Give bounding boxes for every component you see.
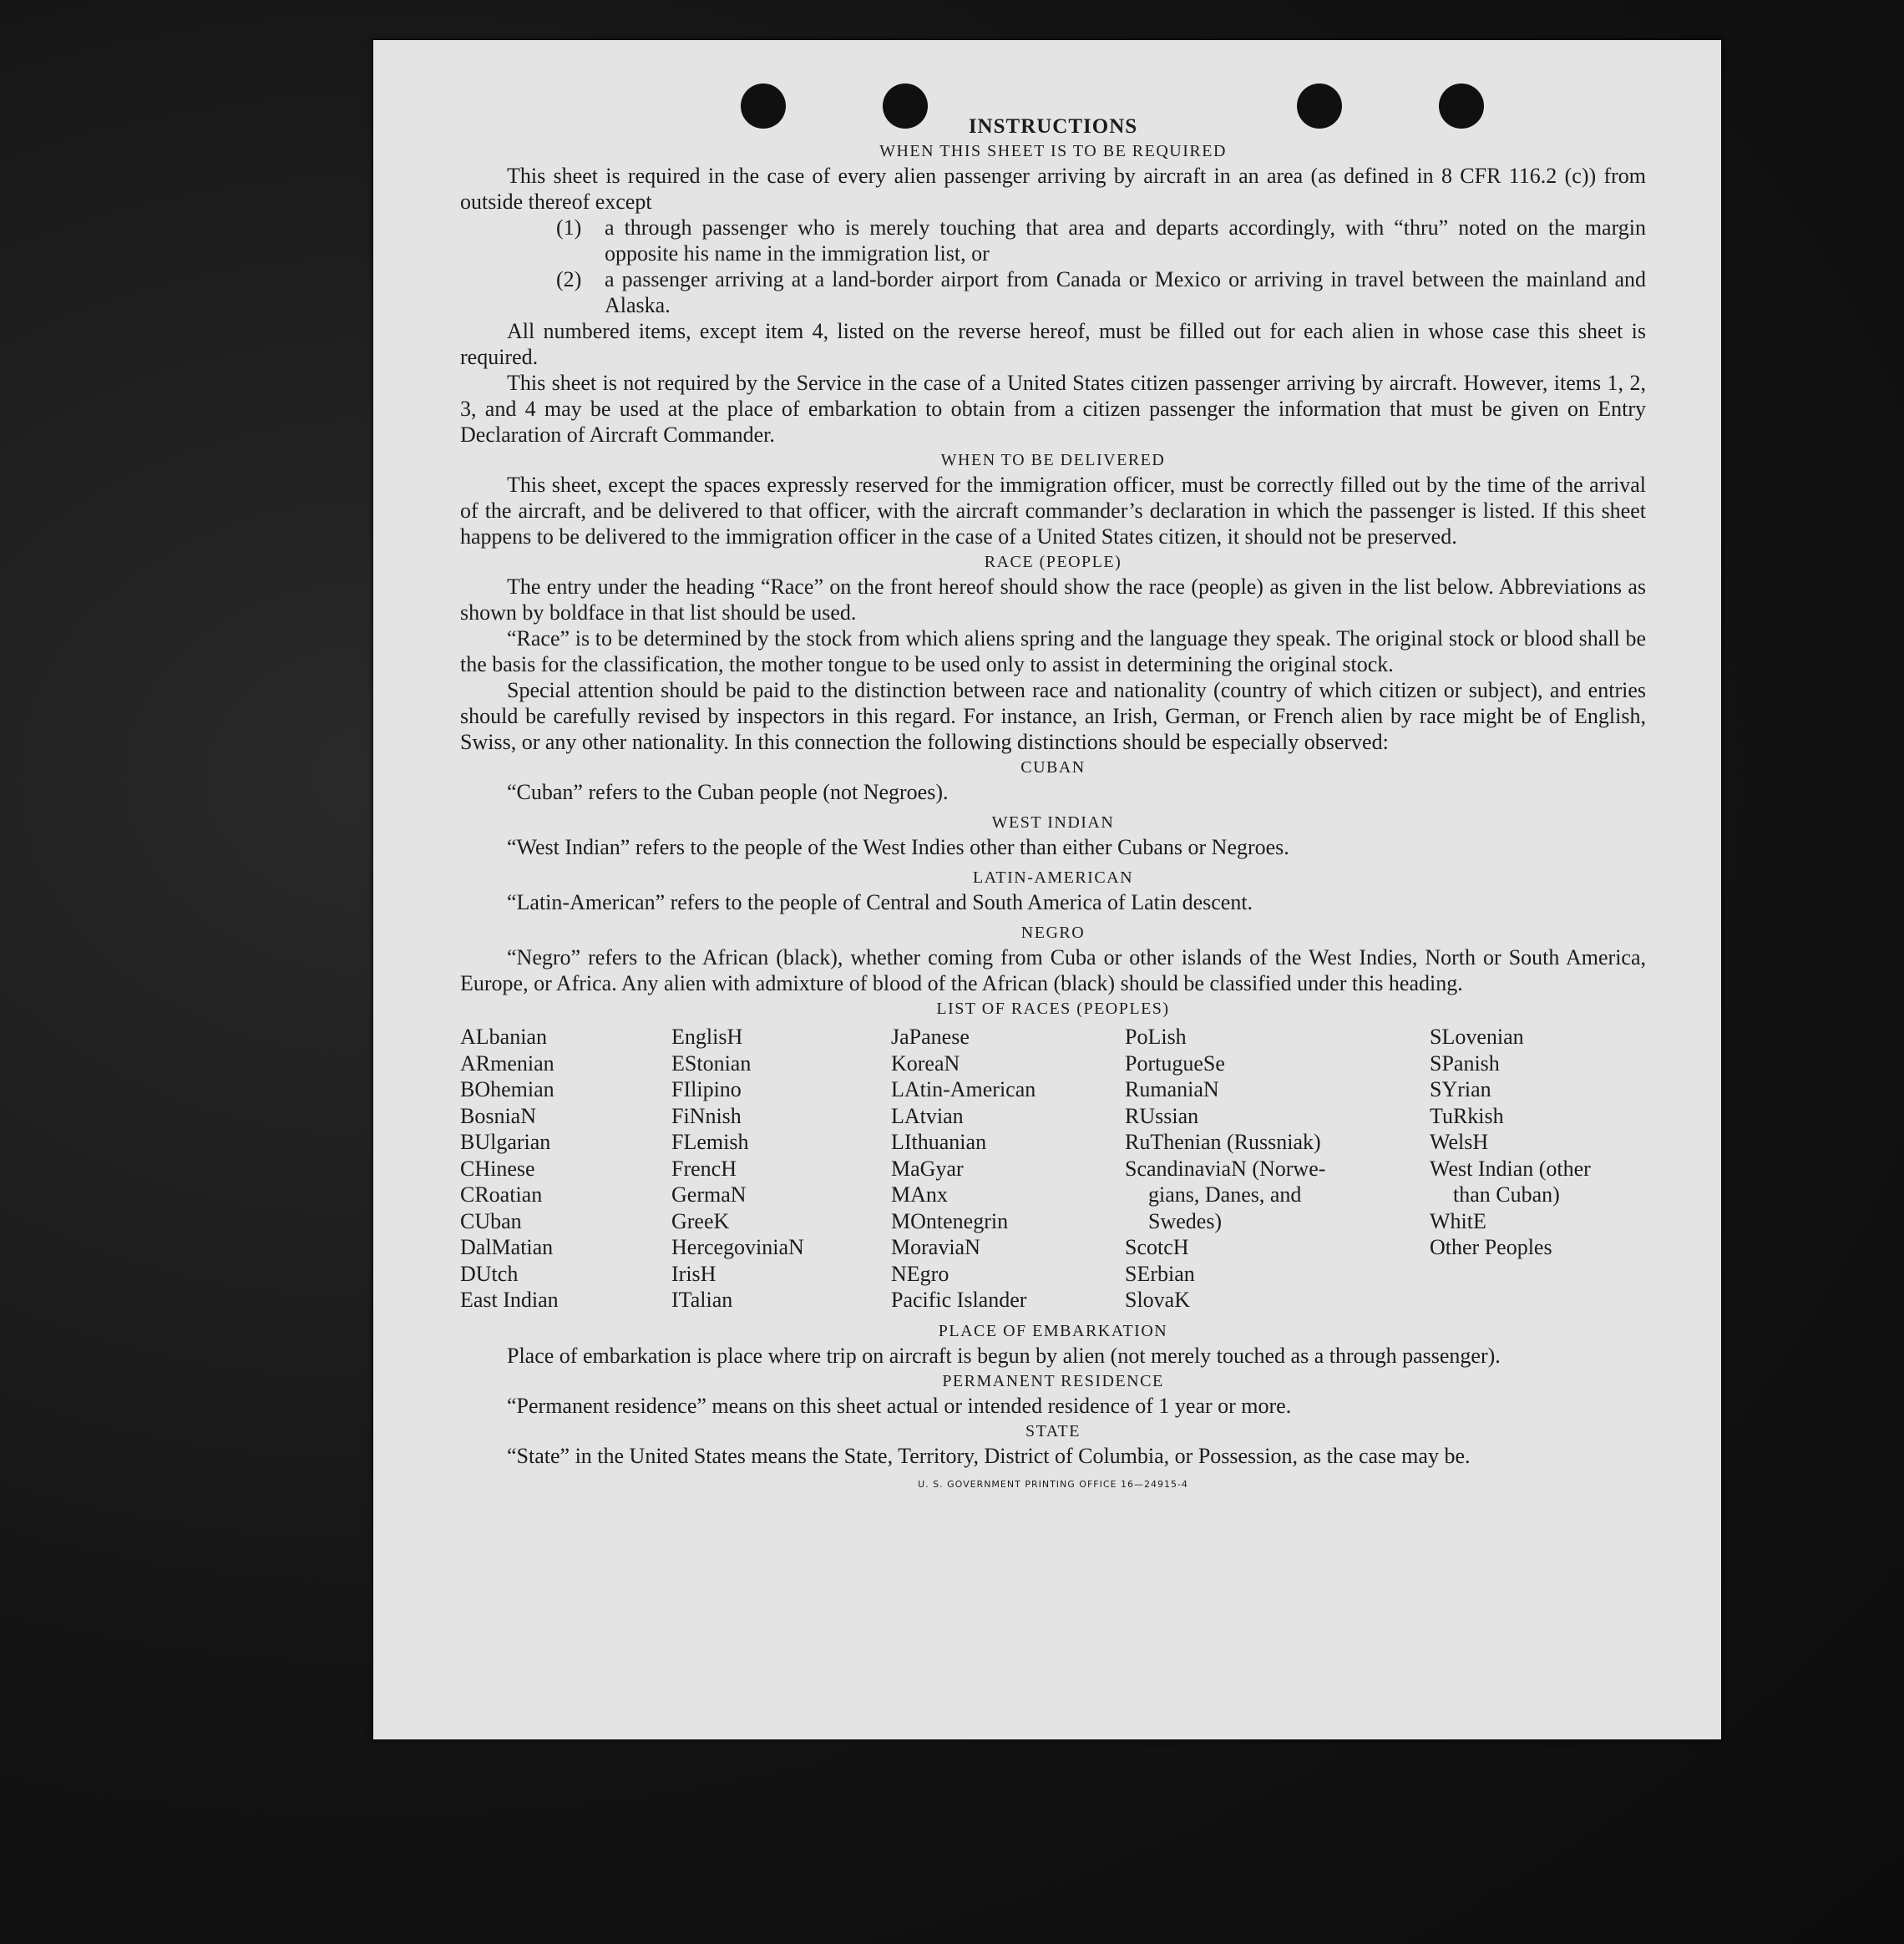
race-entry: ARmenian xyxy=(460,1050,554,1076)
race-entry: SErbian xyxy=(1125,1261,1195,1286)
paragraph-numbered-items: All numbered items, except item 4, listed on the reverse hereof, must be filled out for each alien in whose case this sheet is required. xyxy=(460,319,1646,369)
heading-list-of-races: LIST OF RACES (PEOPLES) xyxy=(936,1000,1170,1018)
race-entry: BosniaN xyxy=(460,1103,536,1128)
race-entry: Swedes) xyxy=(1148,1208,1223,1233)
race-entry: GreeK xyxy=(671,1208,730,1233)
race-entry: MOntenegrin xyxy=(891,1208,1009,1233)
race-entry: MoraviaN xyxy=(891,1235,980,1259)
printer-imprint: U. S. GOVERNMENT PRINTING OFFICE 16—24915-4 xyxy=(918,1478,1188,1490)
item-number: (1) xyxy=(556,215,582,240)
heading-latin-american: LATIN-AMERICAN xyxy=(972,868,1134,887)
heading-permanent-residence: PERMANENT RESIDENCE xyxy=(942,1371,1164,1390)
race-entry: FrencH xyxy=(671,1156,737,1181)
race-entry: CHinese xyxy=(460,1156,535,1181)
race-entry: EnglisH xyxy=(671,1025,743,1049)
races-table xyxy=(460,1024,1646,1314)
paragraph-negro: “Negro” refers to the African (black), whether coming from Cuba or other islands of the West Indies, North or South America, Europe, or Africa. Any alien with admixture of blood of the African (black) should be classified under this heading. xyxy=(460,945,1646,995)
race-entry: BUlgarian xyxy=(460,1130,551,1154)
paragraph-race-3: Special attention should be paid to the distinction between race and nationality (country of which citizen or subject), and entries should be carefully revised by inspectors in this regard. For instance, an Irish, German, or French alien by race might be of English, Swiss, or any other nationality. In this connection the following distinctions should be especially observed: xyxy=(460,678,1646,754)
heading-negro: NEGRO xyxy=(1020,924,1086,942)
race-entry: MaGyar xyxy=(891,1156,964,1181)
races-column-5 xyxy=(1430,1024,1646,1314)
race-entry: CUban xyxy=(460,1208,522,1233)
race-entry: IrisH xyxy=(671,1261,717,1286)
race-entry: FLemish xyxy=(671,1130,749,1154)
race-entry: MAnx xyxy=(891,1182,948,1207)
race-entry: FIlipino xyxy=(671,1077,742,1101)
race-entry: LIthuanian xyxy=(891,1130,987,1154)
race-entry: West Indian (other xyxy=(1430,1156,1591,1181)
paragraph-state: “State” in the United States means the State, Territory, District of Columbia, or Possession, as the case may be. xyxy=(507,1443,1471,1468)
paragraph-embarkation: Place of embarkation is place where trip on aircraft is begun by alien (not merely touched as a through passenger). xyxy=(507,1343,1501,1368)
race-entry: gians, Danes, and xyxy=(1148,1182,1302,1207)
race-entry: SLovenian xyxy=(1430,1025,1524,1049)
race-entry: NEgro xyxy=(891,1261,949,1286)
form-sheet xyxy=(373,40,1721,1739)
race-entry: RUssian xyxy=(1125,1103,1199,1128)
heading-delivered: WHEN TO BE DELIVERED xyxy=(940,451,1166,469)
races-column-3 xyxy=(891,1024,1125,1314)
race-entry: ScandinaviaN (Norwe- xyxy=(1125,1156,1326,1181)
race-entry: Pacific Islander xyxy=(891,1288,1027,1312)
race-entry: DUtch xyxy=(460,1261,519,1286)
heading-embarkation: PLACE OF EMBARKATION xyxy=(938,1321,1168,1340)
race-entry: FiNnish xyxy=(671,1103,742,1128)
paragraph-latin-american: “Latin-American” refers to the people of Central and South America of Latin descent. xyxy=(507,890,1253,914)
paragraph-delivered: This sheet, except the spaces expressly reserved for the immigration officer, must be correctly filled out by the time of the arrival of the aircraft, and be delivered to that officer, with the aircraft commander’s declaration in which the passenger is listed. If this sheet happens to be delivered to the immigration officer in the case of a United States citizen, it should not be preserved. xyxy=(460,473,1646,549)
paragraph-citizen: This sheet is not required by the Service in the case of a United States citizen passenger arriving by aircraft. However, items 1, 2, 3, and 4 may be used at the place of embarkation to obtain from a citizen passenger the information that must be given on Entry Declaration of Aircraft Commander. xyxy=(460,371,1646,447)
list-item xyxy=(556,215,1646,266)
item-text: a through passenger who is merely touching that area and departs accordingly, with “thru” noted on the margin opposite his name in the immigration list, or xyxy=(605,215,1646,266)
race-entry: WelsH xyxy=(1430,1130,1489,1154)
race-entry: SPanish xyxy=(1430,1050,1500,1076)
race-entry: LAtin-American xyxy=(891,1077,1036,1101)
race-entry: Other Peoples xyxy=(1430,1235,1552,1259)
paragraph-required: This sheet is required in the case of every alien passenger arriving by aircraft in an area (as defined in 8 CFR 116.2 (c)) from outside thereof except xyxy=(460,164,1646,214)
heading-west-indian: WEST INDIAN xyxy=(991,813,1115,832)
race-entry: SYrian xyxy=(1430,1077,1491,1101)
heading-race: RACE (PEOPLE) xyxy=(984,553,1122,571)
races-column-4 xyxy=(1125,1024,1430,1314)
item-number: (2) xyxy=(556,267,582,291)
race-entry: GermaN xyxy=(671,1182,747,1207)
race-entry: BOhemian xyxy=(460,1077,554,1101)
heading-required: WHEN THIS SHEET IS TO BE REQUIRED xyxy=(879,142,1227,160)
race-entry: SlovaK xyxy=(1125,1288,1190,1312)
paragraph-cuban: “Cuban” refers to the Cuban people (not Negroes). xyxy=(507,780,949,804)
heading-cuban: CUBAN xyxy=(1020,758,1086,777)
heading-state: STATE xyxy=(1025,1421,1081,1440)
race-entry: TuRkish xyxy=(1430,1103,1504,1128)
list-item xyxy=(556,266,1646,318)
race-entry: HercegoviniaN xyxy=(671,1235,804,1259)
race-entry: PortugueSe xyxy=(1125,1050,1225,1076)
race-entry: PoLish xyxy=(1125,1025,1187,1049)
race-entry: ScotcH xyxy=(1125,1235,1189,1259)
race-entry: East Indian xyxy=(460,1288,559,1312)
race-entry: WhitE xyxy=(1430,1208,1486,1233)
race-entry: ALbanian xyxy=(460,1025,547,1049)
race-entry: DalMatian xyxy=(460,1235,554,1259)
race-entry: LAtvian xyxy=(891,1103,964,1128)
paragraph-race-2: “Race” is to be determined by the stock from which aliens spring and the language they speak. The original stock or blood shall be the basis for the classification, the mother tongue to be used only to assist in determining the original stock. xyxy=(460,626,1646,676)
paragraph-race-1: The entry under the heading “Race” on the front hereof should show the race (people) as given in the list below. Abbreviations as shown by boldface in that list should be used. xyxy=(460,575,1646,625)
race-entry: RumaniaN xyxy=(1125,1077,1219,1101)
race-entry: KoreaN xyxy=(891,1050,960,1076)
race-entry: EStonian xyxy=(671,1050,752,1076)
race-entry: RuThenian (Russniak) xyxy=(1125,1130,1321,1154)
races-column-1 xyxy=(460,1024,671,1314)
race-entry: JaPanese xyxy=(891,1025,970,1049)
instructions-content xyxy=(460,115,1646,1490)
race-entry: than Cuban) xyxy=(1453,1182,1560,1207)
paragraph-west-indian: “West Indian” refers to the people of the West Indies other than either Cubans or Negroes. xyxy=(507,835,1289,859)
races-column-2 xyxy=(671,1024,891,1314)
race-entry: ITalian xyxy=(671,1288,733,1312)
race-entry: CRoatian xyxy=(460,1182,543,1207)
paragraph-permanent-residence: “Permanent residence” means on this sheet actual or intended residence of 1 year or more. xyxy=(507,1393,1292,1418)
item-text: a passenger arriving at a land-border airport from Canada or Mexico or arriving in travel between the mainland and Alaska. xyxy=(605,267,1646,317)
page-title: INSTRUCTIONS xyxy=(968,115,1138,138)
